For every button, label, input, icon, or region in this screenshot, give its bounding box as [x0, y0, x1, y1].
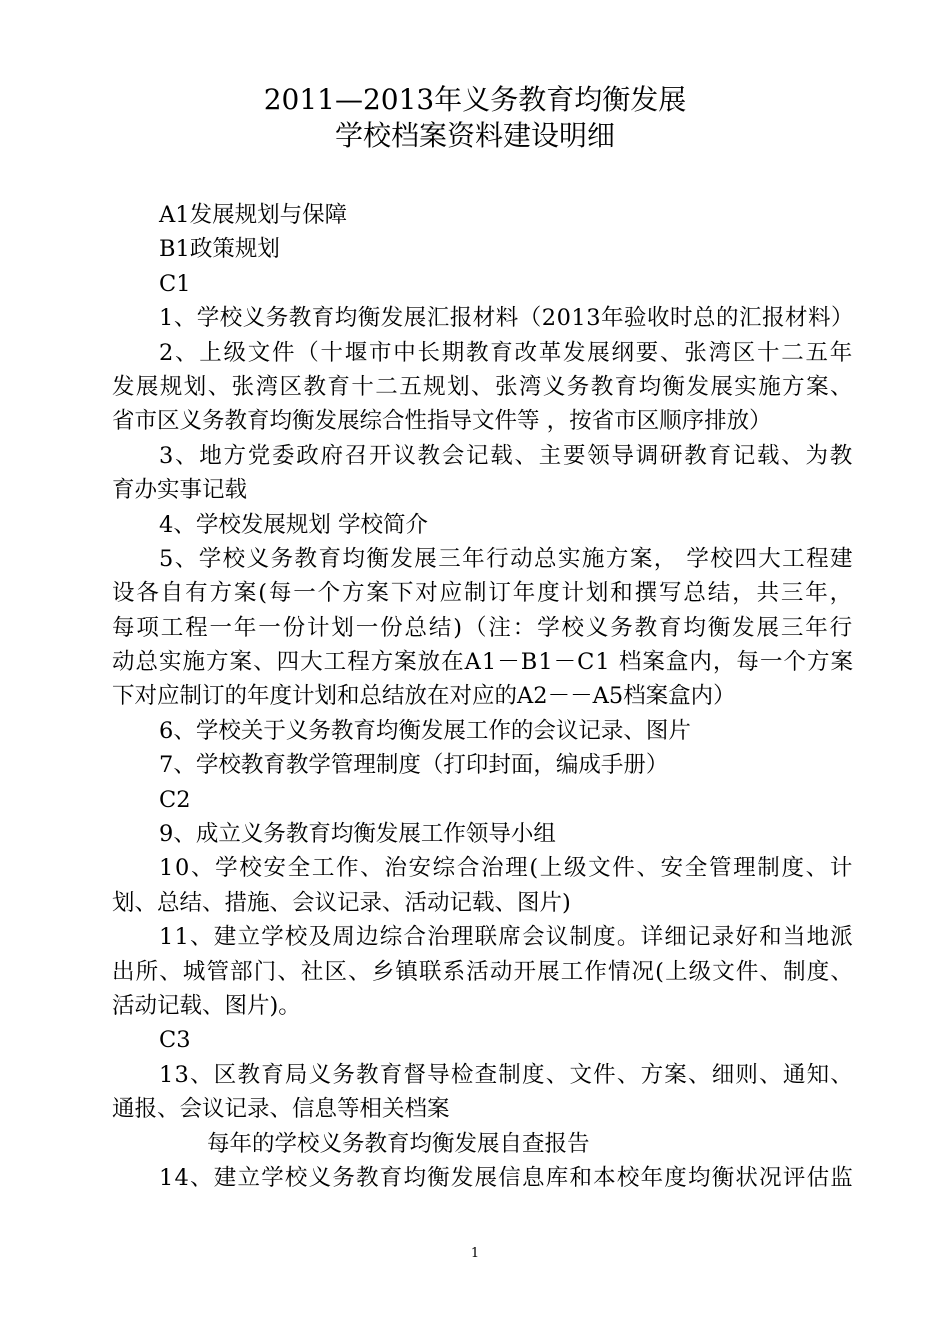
text-line: 9、成立义务教育均衡发展工作领导小组 — [159, 821, 556, 848]
text-line: 发展规划、张湾区教育十二五规划、张湾义务教育均衡发展实施方案、 — [112, 373, 854, 400]
text-line: 活动记载、图片)。 — [112, 992, 301, 1019]
text-line: 2、上级文件（十堰市中长期教育改革发展纲要、张湾区十二五年 — [159, 339, 854, 366]
text-line: 省市区义务教育均衡发展综合性指导文件等 ，按省市区顺序排放） — [112, 408, 772, 435]
text-line: 划、总结、措施、会议记录、活动记载、图片) — [112, 889, 571, 916]
document-body — [112, 198, 854, 1195]
document-title-line-1: 2011—2013年义务教育均衡发展 — [263, 83, 687, 116]
text-line: 通报、会议记录、信息等相关档案 — [112, 1096, 450, 1123]
section-heading: C2 — [159, 786, 191, 813]
text-line: 每项工程一年一份计划一份总结)（注：学校义务教育均衡发展三年行 — [112, 614, 854, 641]
text-line: 1、学校义务教育均衡发展汇报材料（2013年验收时总的汇报材料） — [159, 305, 854, 332]
text-line: 11、建立学校及周边综合治理联席会议制度。详细记录好和当地派 — [159, 924, 854, 951]
text-line: 设各自有方案(每一个方案下对应制订年度计划和撰写总结，共三年， — [112, 580, 854, 607]
text-line: 5、学校义务教育均衡发展三年行动总实施方案， 学校四大工程建 — [159, 545, 854, 572]
text-line: 出所、城管部门、社区、乡镇联系活动开展工作情况(上级文件、制度、 — [112, 958, 854, 985]
document-title-line-2: 学校档案资料建设明细 — [334, 119, 615, 152]
section-heading: C1 — [159, 270, 191, 297]
text-line: 13、区教育局义务教育督导检查制度、文件、方案、细则、通知、 — [159, 1061, 854, 1088]
page-number: 1 — [470, 1246, 480, 1261]
text-line: 4、学校发展规划 学校简介 — [159, 511, 428, 538]
section-heading: C3 — [159, 1027, 191, 1054]
text-line: 14、建立学校义务教育均衡发展信息库和本校年度均衡状况评估监 — [159, 1164, 854, 1191]
section-heading: A1发展规划与保障 — [159, 202, 348, 228]
section-heading: B1政策规划 — [159, 236, 280, 263]
text-line: 6、学校关于义务教育均衡发展工作的会议记录、图片 — [159, 717, 691, 744]
text-line: 下对应制订的年度计划和总结放在对应的A2－－A5档案盒内） — [112, 683, 736, 710]
text-line: 育办实事记载 — [112, 477, 248, 504]
text-line: 3、地方党委政府召开议教会记载、主要领导调研教育记载、为教 — [159, 442, 854, 469]
text-line: 7、学校教育教学管理制度（打印封面，编成手册） — [159, 752, 669, 779]
text-line: 10、学校安全工作、治安综合治理(上级文件、安全管理制度、计 — [159, 855, 854, 882]
text-line: 每年的学校义务教育均衡发展自查报告 — [207, 1130, 590, 1157]
text-line: 动总实施方案、四大工程方案放在A1－B1－C1 档案盒内，每一个方案 — [112, 649, 854, 676]
